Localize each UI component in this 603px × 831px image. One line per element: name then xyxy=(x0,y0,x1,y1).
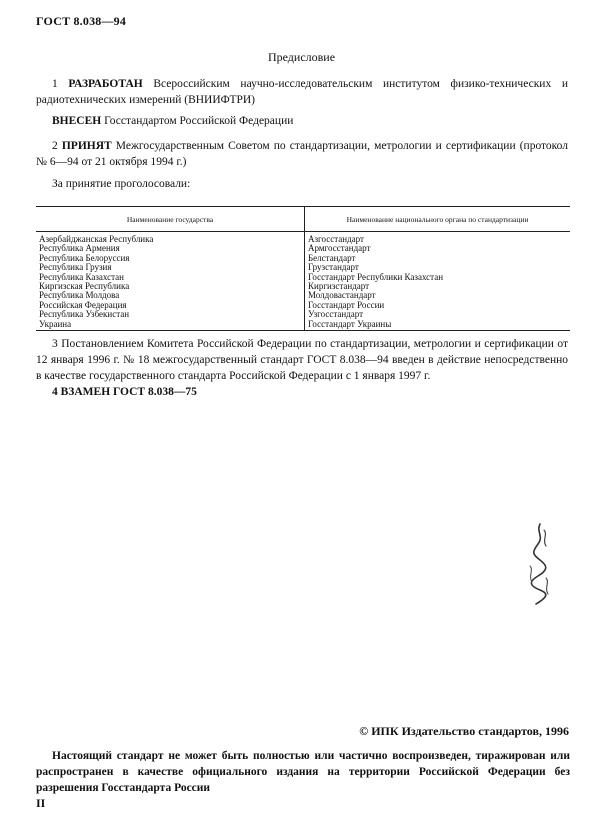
section-2-lead: ПРИНЯТ xyxy=(61,140,112,152)
table-header-row xyxy=(36,207,570,232)
body-cell: Киргизстандарт xyxy=(308,281,370,292)
section-3-text: Постановлением Комитета Российской Федерации по стандартизации, метрологии и сертификации от 12 января 1996 г. № 18 межгосударственный стандарт ГОСТ 8.038—94 введен в действие непосредственно в качестве государственного стандарта Российской Федерации с 1 января 1997 г. xyxy=(36,338,568,382)
preface-title: Предисловие xyxy=(267,50,336,64)
state-cell: Республика Грузия xyxy=(36,263,305,272)
voted-text: За принятие проголосовали: xyxy=(52,178,191,190)
state-cell: Азербайджанская Республика xyxy=(36,232,305,245)
section-2-number: 2 xyxy=(52,140,58,152)
body-cell: Госстандарт Украины xyxy=(305,320,571,331)
table-row xyxy=(36,320,570,331)
body-cell: Узгосстандарт xyxy=(308,309,364,320)
state-cell: Республика Казахстан xyxy=(36,273,305,282)
voting-states-table xyxy=(36,206,570,331)
page-number: II xyxy=(36,796,46,810)
section-1-developed xyxy=(36,76,568,108)
table-row xyxy=(36,254,570,263)
body-cell: Азгосстандарт xyxy=(308,234,364,244)
body-cell: Грузстандарт xyxy=(308,262,359,273)
reproduction-notice xyxy=(36,748,570,796)
section-1-lead: РАЗРАБОТАН xyxy=(68,78,143,90)
header-state-name: Наименование государства xyxy=(36,207,305,232)
state-cell: Республика Белоруссия xyxy=(36,254,305,263)
section-3-number: 3 xyxy=(52,338,58,350)
body-cell: Госстандарт Республики Казахстан xyxy=(308,271,444,282)
section-4-number: 4 xyxy=(52,386,58,398)
section-4-lead: ВЗАМЕН ГОСТ 8.038—75 xyxy=(60,386,197,398)
section-3-enacted xyxy=(36,336,568,384)
state-cell: Республика Узбекистан xyxy=(36,310,305,319)
state-cell: Республика Армения xyxy=(36,244,305,253)
section-1b-text: Госстандартом Российской Федерации xyxy=(101,115,294,127)
copyright-line: © ИПК Издательство стандартов, 1996 xyxy=(359,724,569,738)
state-cell: Республика Молдова xyxy=(36,291,305,300)
handwritten-signature-mark xyxy=(518,520,558,606)
body-cell: Молдовастандарт xyxy=(308,290,376,301)
section-1-text: Всероссийским научно-исследовательским институтом физико-технических и радиотехнических измерений (ВНИИФТРИ) xyxy=(36,78,568,106)
body-cell: Госстандарт России xyxy=(308,299,385,310)
section-1-introduced xyxy=(36,113,568,129)
section-1-number: 1 xyxy=(52,78,58,90)
voted-label xyxy=(36,176,568,192)
section-2-text: Межгосударственным Советом по стандартизации, метрологии и сертификации (протокол № 6—94 от 21 октября 1994 г.) xyxy=(36,140,569,168)
section-2-adopted xyxy=(36,138,568,170)
state-cell: Киргизская Республика xyxy=(36,282,305,291)
table-row xyxy=(36,310,570,319)
notice-text: Настоящий стандарт не может быть полностью или частично воспроизведен, тиражирован или распространен в качестве официального издания на территории Российской Федерации без разрешения Госстандарта России xyxy=(36,750,570,794)
body-cell: Белстандарт xyxy=(308,252,356,263)
state-cell: Украина xyxy=(36,320,305,331)
state-cell: Российская Федерация xyxy=(36,301,305,310)
section-1b-lead: ВНЕСЕН xyxy=(52,115,102,127)
body-cell: Армгосстандарт xyxy=(308,243,371,254)
header-national-body: Наименование национального органа по стандартизации xyxy=(305,207,571,232)
standard-code: ГОСТ 8.038—94 xyxy=(36,14,127,28)
section-4-replaces xyxy=(36,384,568,400)
